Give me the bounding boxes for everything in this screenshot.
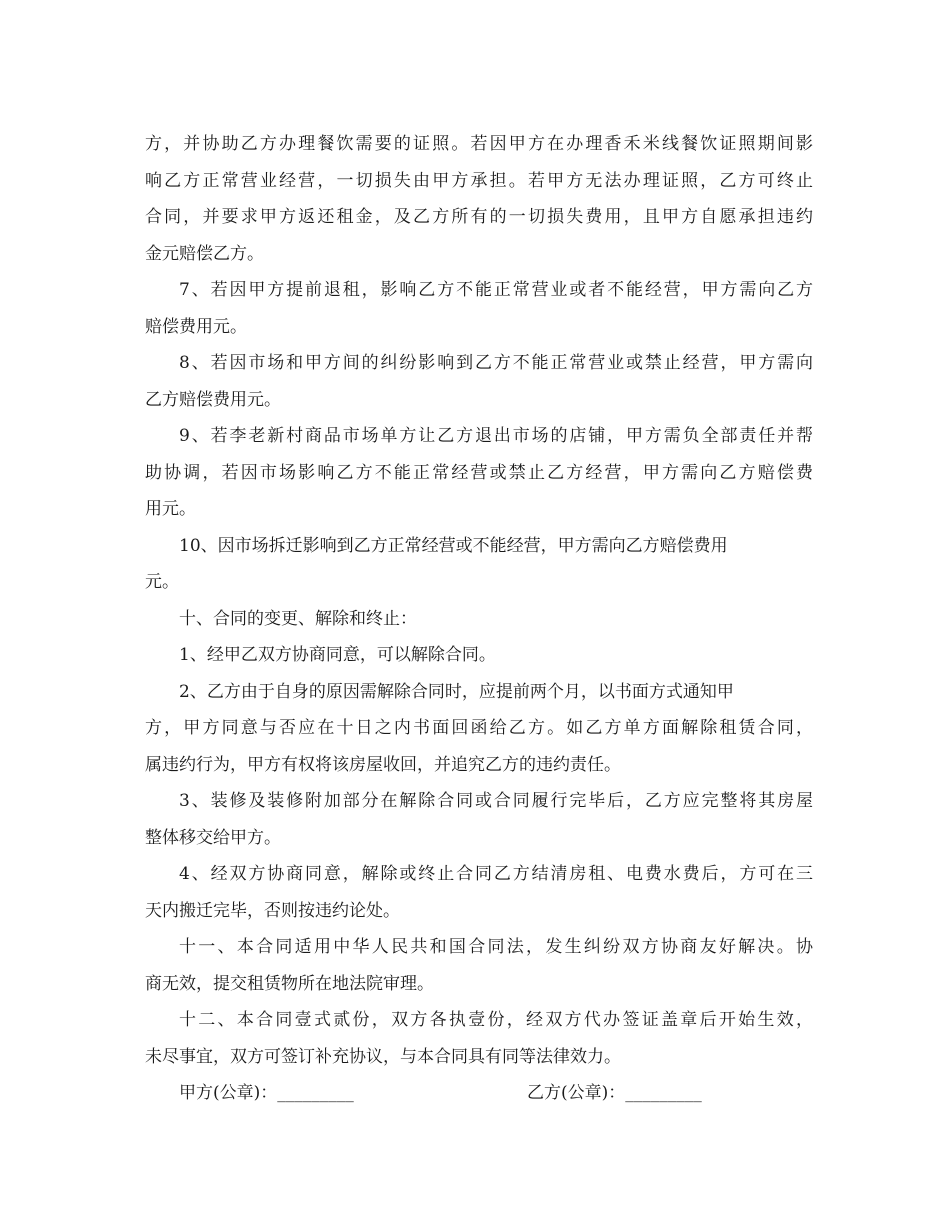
clause-7-start: 7、若因甲方提前退租，影响乙方不能正常营业或者不能经营，甲方需向乙方 xyxy=(179,280,813,300)
section-10-item-4-start: 4、经双方协商同意，解除或终止合同乙方结清房租、电费水费后，方可在三 xyxy=(179,864,813,884)
text-line: 响乙方正常营业经营，一切损失由甲方承担。若甲方无法办理证照，乙方可终止 xyxy=(145,170,813,191)
party-a-signature: 甲方(公章)：_________ xyxy=(179,1083,354,1103)
text-line: 乙方赔偿费用元。 xyxy=(145,389,281,410)
section-10-item-1: 1、经甲乙双方协商同意，可以解除合同。 xyxy=(179,645,496,665)
text-line: 助协调，若因市场影响乙方不能正常经营或禁止乙方经营，甲方需向乙方赔偿费 xyxy=(145,462,813,483)
text-line: 方，并协助乙方办理餐饮需要的证照。若因甲方在办理香禾米线餐饮证照期间影 xyxy=(145,134,813,154)
clause-9-start: 9、若李老新村商品市场单方让乙方退出市场的店铺，甲方需负全部责任并帮 xyxy=(179,426,813,446)
signature-row xyxy=(145,1075,813,1112)
clause-8-start: 8、若因市场和甲方间的纠纷影响到乙方不能正常营业或禁止经营，甲方需向 xyxy=(179,353,813,373)
text-line: 方，甲方同意与否应在十日之内书面回函给乙方。如乙方单方面解除租赁合同， xyxy=(145,718,813,738)
text-line: 天内搬迁完毕，否则按违约论处。 xyxy=(145,900,400,921)
text-line: 属违约行为，甲方有权将该房屋收回，并追究乙方的违约责任。 xyxy=(145,754,621,775)
clause-10-start: 10、因市场拆迁影响到乙方正常经营或不能经营，甲方需向乙方赔偿费用 xyxy=(179,535,728,556)
text-line: 整体移交给甲方。 xyxy=(145,827,281,848)
contract-body xyxy=(145,126,813,1112)
section-11-start: 十一、本合同适用中华人民共和国合同法，发生纠纷双方协商友好解决。协 xyxy=(179,937,813,957)
text-line: 用元。 xyxy=(145,499,196,519)
text-line: 未尽事宜，双方可签订补充协议，与本合同具有同等法律效力。 xyxy=(145,1046,621,1067)
section-10-item-2-start: 2、乙方由于自身的原因需解除合同时，应提前两个月，以书面方式通知甲 xyxy=(179,681,734,702)
text-line: 金元赔偿乙方。 xyxy=(145,243,264,264)
text-line: 赔偿费用元。 xyxy=(145,316,247,337)
section-10-item-3-start: 3、装修及装修附加部分在解除合同或合同履行完毕后，乙方应完整将其房屋 xyxy=(179,791,813,811)
text-line: 商无效，提交租赁物所在地法院审理。 xyxy=(145,973,434,994)
section-10-heading: 十、合同的变更、解除和终止： xyxy=(179,608,417,629)
section-12-start: 十二、本合同壹式贰份，双方各执壹份，经双方代办签证盖章后开始生效， xyxy=(179,1010,813,1030)
party-b-signature: 乙方(公章)：_________ xyxy=(527,1083,702,1103)
text-line: 元。 xyxy=(145,572,179,592)
text-line: 合同，并要求甲方返还租金，及乙方所有的一切损失费用，且甲方自愿承担违约 xyxy=(145,207,813,227)
